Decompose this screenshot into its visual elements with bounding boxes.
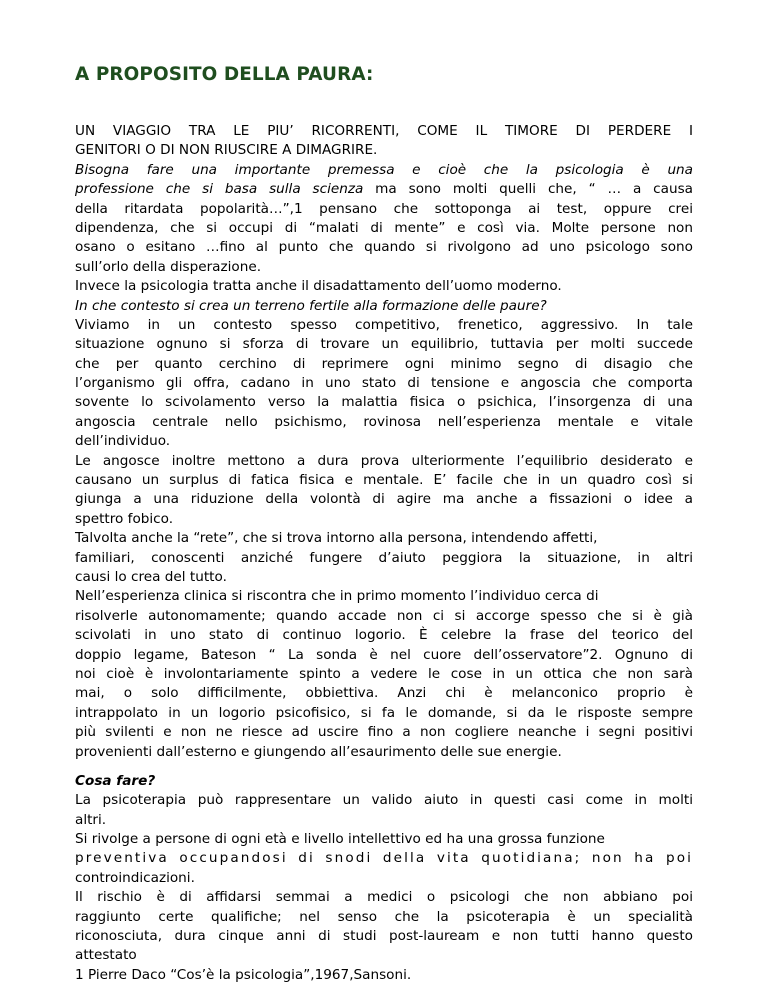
question-contesto: In che contesto si crea un terreno fertile alla formazione delle paure?: [75, 297, 547, 314]
text-span: ma sono molti quelli che, “ … a causa: [363, 181, 693, 198]
paragraph-psicoterapia: [75, 791, 693, 830]
text-line: raggiunto certe qualifiche; nel senso che la psicoterapia è un specialità: [75, 908, 693, 925]
text-line: intrappolato in un logorio psicofisico, si fa le domande, si da le risposte sempre: [75, 704, 693, 721]
text-line: doppio legame, Bateson “ La sonda è nel cuore dell’osservatore”2. Ognuno di: [75, 646, 693, 663]
text-line: l’organismo gli offra, cadano in uno stato di tensione e angoscia che comporta: [75, 375, 693, 392]
text-line: causano un surplus di fatica fisica e mentale. E’ facile che in un quadro così si: [75, 472, 693, 489]
paragraph-esperienza-clinica: [75, 587, 693, 762]
italic-phrase: professione che si basa sulla scienza: [75, 181, 364, 198]
text-line: sovente lo scivolamento verso la malattia fisica o psichica, l’insorgenza di una: [75, 394, 693, 411]
text-line: Le angosce inoltre mettono a dura prova ulteriormente l’equilibrio desiderato e: [75, 452, 693, 469]
text-line: Viviamo in un contesto spesso competitivo, frenetico, aggressivo. In tale: [75, 316, 693, 333]
text-line: che per quanto cerchino di reprimere ogni minimo segno di disagio che: [75, 355, 693, 372]
text-line: Bisogna fare una importante premessa e cioè che la psicologia è una: [75, 161, 693, 178]
paragraph-angosce: [75, 452, 693, 530]
text-line: La psicoterapia può rappresentare un valido aiuto in questi casi come in molti: [75, 792, 693, 809]
section-heading-cosa-fare: Cosa fare?: [75, 772, 156, 789]
text-line: Il rischio è di affidarsi semmai a medici o psicologi che non abbiano poi: [75, 889, 693, 906]
text-line: riconosciuta, dura cinque anni di studi post-lauream e non tutti hanno questo: [75, 928, 693, 945]
text-line: GENITORI O DI NON RIUSCIRE A DIMAGRIRE.: [75, 142, 378, 159]
text-line: sull’orlo della disperazione.: [75, 258, 262, 275]
intro-subtitle: [75, 122, 693, 161]
text-line: causi lo crea del tutto.: [75, 568, 227, 585]
text-line: controindicazioni.: [75, 869, 195, 886]
text-line: dipendenza, che si occupi di “malati di mente” e così via. Molte persone non: [75, 219, 693, 236]
text-line: UN VIAGGIO TRA LE PIU’ RICORRENTI, COME IL TIMORE DI PERDERE I: [75, 123, 693, 139]
text-line: osano o esitano …fino al punto che quando si rivolgono ad uno psicologo sono: [75, 239, 693, 256]
text-line: [75, 180, 693, 199]
text-line: Nell’esperienza clinica si riscontra che in primo momento l’individuo cerca di: [75, 588, 599, 605]
text-line: della ritardata popolarità…”,1 pensano che sottoponga ai test, oppure crei: [75, 200, 693, 217]
paragraph-rivolge: [75, 830, 693, 888]
paragraph-rete: [75, 529, 693, 587]
text-line: familiari, conoscenti anziché fungere d’aiuto peggiora la situazione, in altri: [75, 549, 693, 566]
paragraph-rischio: [75, 888, 693, 966]
text-line: attestato: [75, 947, 137, 964]
document-page: [75, 62, 693, 985]
text-line: risolverle autonomamente; quando accade non ci si accorge spesso che si è già: [75, 607, 693, 624]
text-line: più svilenti e non ne riesce ad uscire fino a non cogliere neanche i segni positivi: [75, 724, 693, 741]
text-line: preventiva occupandosi di snodi della vita quotidiana; non ha poi: [75, 850, 693, 867]
text-line: mai, o solo difficilmente, obbiettiva. Anzi chi è melanconico proprio è: [75, 685, 693, 702]
paragraph-contesto: [75, 316, 693, 452]
text-line: scivolati in uno stato di continuo logorio. È celebre la frase del teorico del: [75, 627, 693, 644]
text-line: Si rivolge a persone di ogni età e livello intellettivo ed ha una grossa funzione: [75, 831, 605, 848]
text-line: provenienti dall’esterno e giungendo all’esaurimento delle sue energie.: [75, 743, 562, 760]
text-line: noi cioè è involontariamente spinto a vedere le cose in un ottica che non sarà: [75, 665, 693, 682]
paragraph-disadattamento: Invece la psicologia tratta anche il disadattamento dell’uomo moderno.: [75, 278, 562, 295]
text-line: Talvolta anche la “rete”, che si trova intorno alla persona, intendendo affetti,: [75, 530, 598, 547]
text-line: altri.: [75, 811, 107, 828]
text-line: giunga a una riduzione della volontà di agire ma anche a fissazioni o idee a: [75, 491, 693, 508]
text-line: dell’individuo.: [75, 433, 171, 450]
footnote: 1 Pierre Daco “Cos’è la psicologia”,1967,Sansoni.: [75, 966, 412, 983]
document-title: A PROPOSITO DELLA PAURA:: [75, 64, 374, 85]
text-line: spettro fobico.: [75, 510, 174, 527]
text-line: situazione ognuno si sforza di trovare un equilibrio, tuttavia per molti succede: [75, 336, 693, 353]
paragraph-premessa: [75, 161, 693, 277]
text-line: angoscia centrale nello psichismo, rovinosa nell’esperienza mentale e vitale: [75, 413, 693, 430]
